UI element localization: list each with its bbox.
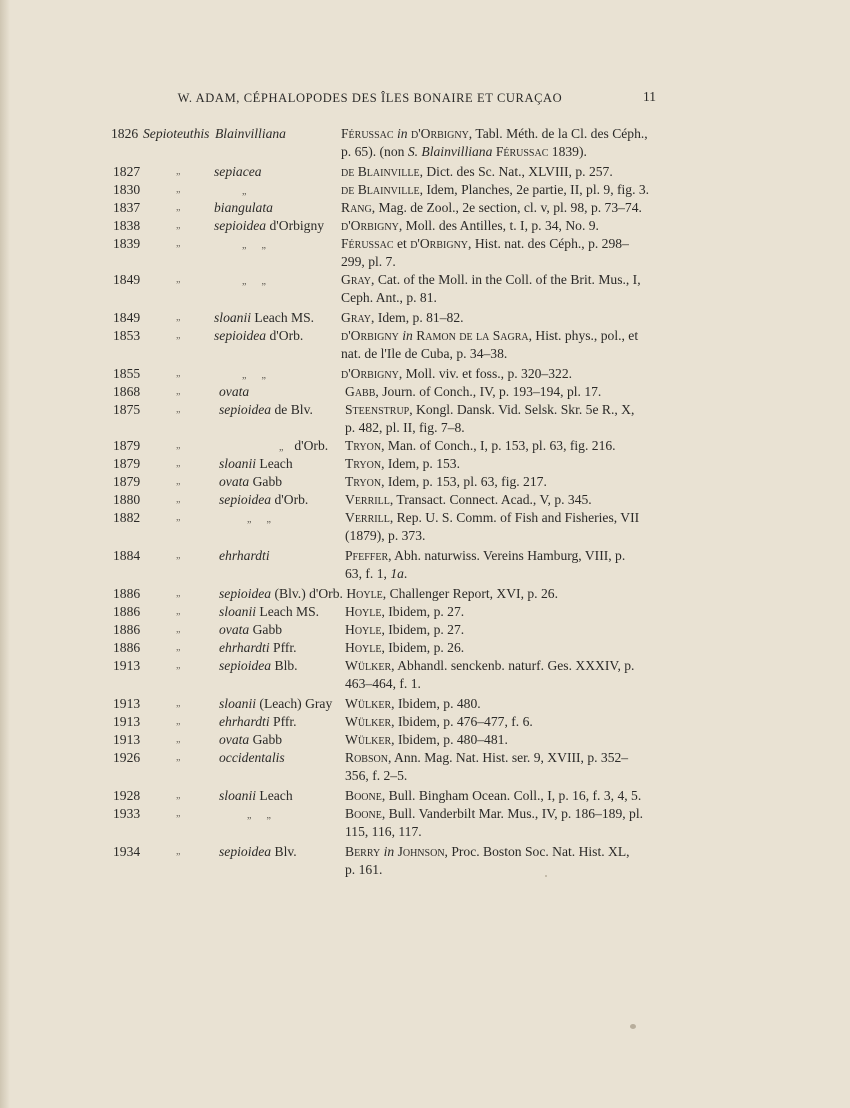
reference <box>345 787 670 805</box>
species-author: Leach <box>256 788 293 803</box>
reference <box>345 657 670 693</box>
reference <box>345 843 670 879</box>
author-name: Robson <box>345 750 388 765</box>
ditto-mark: „ <box>176 368 181 379</box>
species-name <box>219 621 344 639</box>
author-name: Boone <box>345 806 382 821</box>
entry-year: 1879 <box>113 456 141 471</box>
ditto-mark: „ <box>176 642 181 653</box>
species-author: Leach MS. <box>251 310 315 325</box>
reference-line <box>341 289 666 307</box>
species-name <box>214 217 339 235</box>
reference-text: , Idem, p. 153. <box>381 456 461 471</box>
paper-speck <box>630 1024 636 1029</box>
entry-year: 1933 <box>113 806 141 821</box>
species-name <box>219 657 344 675</box>
species-name <box>214 163 339 181</box>
reference-text: nat. de l'Ile de Cuba, p. 34–38. <box>341 346 508 361</box>
species-name <box>219 713 344 731</box>
reference-line <box>341 217 666 235</box>
ditto-mark: „ <box>176 274 181 285</box>
species-name <box>214 181 339 201</box>
reference-text: , Dict. des Sc. Nat., XLVIII, p. 257. <box>419 164 613 179</box>
author-name: de Blainville <box>341 182 420 197</box>
species-author: Gabb <box>249 622 283 637</box>
entry-year: 1855 <box>113 366 141 381</box>
species-name <box>214 271 339 291</box>
reference <box>341 163 666 181</box>
ditto-mark: „ <box>176 238 181 249</box>
species-name <box>214 235 339 255</box>
species-epithet: sloanii <box>219 696 257 711</box>
species-name <box>214 327 339 345</box>
entry-year: 1839 <box>113 236 141 251</box>
species-epithet: ehrhardti <box>219 640 270 655</box>
reference-line <box>341 163 666 181</box>
ditto-mark: „ <box>176 624 181 635</box>
reference-italic: in <box>396 126 408 141</box>
reference-text: , Ibidem, p. 26. <box>381 640 465 655</box>
entry-year: 1913 <box>113 658 141 673</box>
entry-year: 1913 <box>113 714 141 729</box>
reference-text: , Rep. U. S. Comm. of Fish and Fisheries, VII <box>389 510 640 525</box>
reference-text: , Proc. Boston Soc. Nat. Hist. XL, <box>444 844 630 859</box>
species-name <box>219 695 344 713</box>
species-name <box>219 603 344 621</box>
species-name <box>214 199 339 217</box>
entry-year: 1827 <box>113 164 141 179</box>
species-name <box>219 585 558 603</box>
running-header: W. ADAM, CÉPHALOPODES DES ÎLES BONAIRE ET CURAÇAO <box>177 91 563 105</box>
species-author: d'Orb. <box>266 328 304 343</box>
ditto-mark: „ <box>176 404 181 415</box>
ditto-mark: „ <box>176 184 181 195</box>
reference-line <box>345 787 670 805</box>
author-name: d'Orbigny <box>410 126 469 141</box>
ditto-mark: „ <box>176 698 181 709</box>
reference-line <box>345 437 670 455</box>
reference-text: , Ibidem, p. 476–477, f. 6. <box>391 714 533 729</box>
species-epithet: occidentalis <box>219 750 285 765</box>
reference-text: , Ibidem, p. 480–481. <box>391 732 508 747</box>
reference-text: , Ann. Mag. Nat. Hist. ser. 9, XVIII, p. 352– <box>387 750 629 765</box>
reference <box>341 271 666 307</box>
reference <box>345 713 670 731</box>
author-name: Tryon <box>345 474 382 489</box>
reference <box>341 365 666 383</box>
reference-line <box>345 749 670 767</box>
reference-line <box>345 805 670 823</box>
ditto-mark: „ <box>176 166 181 177</box>
author-name: Hoyle <box>345 604 382 619</box>
species-name <box>219 547 344 565</box>
reference <box>345 509 670 545</box>
reference-line <box>345 455 670 473</box>
reference-text: , Bull. Bingham Ocean. Coll., I, p. 16, f. 3, 4, 5. <box>381 788 642 803</box>
reference-line <box>341 345 666 363</box>
species-author: Pffr. <box>269 714 297 729</box>
reference-text: 115, 116, 117. <box>345 824 422 839</box>
reference <box>341 199 666 217</box>
species-author: de Blv. <box>271 402 313 417</box>
reference <box>345 731 670 749</box>
author-name: Férussac <box>341 236 394 251</box>
author-name: Hoyle <box>345 622 382 637</box>
reference <box>341 125 666 161</box>
author-name: Tryon <box>345 456 382 471</box>
species-name <box>219 437 344 457</box>
entry-year: 1837 <box>113 200 141 215</box>
reference <box>345 639 670 657</box>
species-epithet: sepioidea <box>219 402 272 417</box>
reference-text: , Idem, p. 153, pl. 63, fig. 217. <box>381 474 547 489</box>
reference-line <box>345 675 670 693</box>
ditto-mark: „ <box>176 752 181 763</box>
reference <box>345 547 670 583</box>
ditto-mark: „ <box>176 476 181 487</box>
reference-text: , Man. of Conch., I, p. 153, pl. 63, fig. 216. <box>381 438 616 453</box>
ditto-mark: „ <box>176 494 181 505</box>
species-epithet: biangulata <box>214 200 273 215</box>
reference <box>345 401 670 437</box>
reference <box>341 235 666 271</box>
reference-line <box>345 527 670 545</box>
entry-year: 1886 <box>113 586 141 601</box>
entry-year: 1880 <box>113 492 141 507</box>
species-author: Blb. <box>271 658 298 673</box>
reference-line <box>341 271 666 289</box>
species-epithet: sepioidea <box>214 218 267 233</box>
species-epithet: ovata <box>219 732 250 747</box>
reference-line <box>341 365 666 383</box>
author-name: Pfeffer <box>345 548 389 563</box>
reference-text: , Hist. phys., pol., et <box>528 328 639 343</box>
reference-text: p. 161. <box>345 862 383 877</box>
author-name: Gray <box>341 310 372 325</box>
reference-line <box>345 767 670 785</box>
entry-year: 1849 <box>113 272 141 287</box>
author-name: Hoyle <box>346 586 383 601</box>
ditto-mark: „ „ <box>242 240 266 251</box>
reference-line <box>345 419 670 437</box>
species-name <box>219 473 344 491</box>
entry-year: 1879 <box>113 438 141 453</box>
reference-line <box>341 309 666 327</box>
species-name <box>219 491 344 509</box>
reference-italic: S. Blainvilliana <box>407 144 493 159</box>
page-number: 11 <box>643 89 656 104</box>
species-epithet: sloanii <box>219 788 257 803</box>
entry-year: 1849 <box>113 310 141 325</box>
entry-year: 1853 <box>113 328 141 343</box>
reference <box>345 473 670 491</box>
reference-line <box>341 125 666 143</box>
reference-line <box>345 621 670 639</box>
species-epithet: sloanii <box>214 310 252 325</box>
reference-line <box>345 861 670 879</box>
reference-text: , Transact. Connect. Acad., V, p. 345. <box>389 492 592 507</box>
entry-year: 1884 <box>113 548 141 563</box>
reference <box>345 455 670 473</box>
species-epithet: sepioidea <box>219 492 272 507</box>
species-epithet: ehrhardti <box>219 548 270 563</box>
author-name: Verrill <box>345 510 390 525</box>
ditto-mark: „ <box>176 716 181 727</box>
ditto-mark: „ <box>176 734 181 745</box>
ditto-mark: „ <box>176 220 181 231</box>
reference-line <box>345 473 670 491</box>
species-author: (Leach) Gray <box>256 696 333 711</box>
author-name: Wülker <box>345 714 392 729</box>
author-name: d'Orbigny <box>341 366 399 381</box>
ditto-mark: „ <box>242 186 247 197</box>
ditto-mark: „ <box>176 660 181 671</box>
author-name: d'Orbigny <box>410 236 469 251</box>
author-name: Férussac <box>341 126 394 141</box>
reference-line <box>345 401 670 419</box>
genus-name: Sepioteuthis <box>143 126 210 141</box>
reference-text: p. 65). (non <box>341 144 408 159</box>
species-author: Pffr. <box>269 640 297 655</box>
ditto-mark: „ „ <box>242 276 266 287</box>
author-name: d'Orbigny <box>341 218 399 233</box>
reference-text: , Abhandl. senckenb. naturf. Ges. XXXIV, p. <box>391 658 635 673</box>
reference-text: , Kongl. Dansk. Vid. Selsk. Skr. 5e R., X, <box>409 402 635 417</box>
author-name: Rang <box>341 200 372 215</box>
reference-text: . <box>403 566 408 581</box>
author-name: Gray <box>341 272 372 287</box>
reference-text: 356, f. 2–5. <box>345 768 408 783</box>
page-edge <box>0 0 10 1108</box>
reference-line <box>341 253 666 271</box>
species-author: Blv. <box>271 844 297 859</box>
entry-year: 1928 <box>113 788 141 803</box>
species-author: d'Orbigny <box>266 218 325 233</box>
reference-text: , Abh. naturwiss. Vereins Hamburg, VIII, p. <box>388 548 626 563</box>
reference-line <box>345 731 670 749</box>
reference-line <box>345 695 670 713</box>
species-author: Leach MS. <box>256 604 320 619</box>
entry-year: 1826 <box>111 126 139 141</box>
reference-line <box>341 235 666 253</box>
entry-year: 1886 <box>113 640 141 655</box>
ditto-mark: „ <box>176 550 181 561</box>
reference <box>345 491 670 509</box>
species-name <box>219 455 344 473</box>
entry-year: 1886 <box>113 622 141 637</box>
entry-year: 1879 <box>113 474 141 489</box>
reference-text: , Tabl. Méth. de la Cl. des Céph., <box>468 126 648 141</box>
reference-text: , Ibidem, p. 480. <box>391 696 481 711</box>
reference-text: , Ibidem, p. 27. <box>381 604 465 619</box>
reference-text: , Hist. nat. des Céph., p. 298– <box>468 236 629 251</box>
paper-speck <box>545 875 547 877</box>
entry-year: 1830 <box>113 182 141 197</box>
author-name: Gabb <box>345 384 376 399</box>
species-name <box>219 639 344 657</box>
reference-line <box>341 143 666 161</box>
reference-text: , Moll. viv. et foss., p. 320–322. <box>398 366 573 381</box>
species-epithet: ovata <box>219 384 250 399</box>
species-name <box>219 787 344 805</box>
ditto-mark: „ <box>279 442 291 453</box>
species-epithet: sepioidea <box>219 844 272 859</box>
reference-text: (1879), p. 373. <box>345 528 426 543</box>
species-author: (Blv.) d'Orb. <box>271 586 343 601</box>
reference-italic: in <box>402 328 413 343</box>
reference-text: , Ibidem, p. 27. <box>381 622 465 637</box>
author-name: d'Orbigny <box>341 328 399 343</box>
author-name: Berry <box>345 844 381 859</box>
entry-year: 1868 <box>113 384 141 399</box>
species-name <box>214 309 339 327</box>
species-epithet: sepioidea <box>219 658 272 673</box>
ditto-mark: „ <box>176 440 181 451</box>
author-name: Wülker <box>345 732 392 747</box>
reference-line <box>345 565 670 583</box>
author-name: Verrill <box>345 492 390 507</box>
reference-italic: 1a <box>390 566 404 581</box>
author-name: Steenstrup <box>345 402 410 417</box>
author-name: Johnson <box>397 844 445 859</box>
reference-line <box>345 547 670 565</box>
ditto-mark: „ <box>176 790 181 801</box>
reference <box>345 805 670 841</box>
species-name <box>219 843 344 861</box>
species-name <box>219 401 344 419</box>
ditto-mark: „ <box>176 808 181 819</box>
species-name <box>219 731 344 749</box>
ditto-mark: „ <box>176 846 181 857</box>
reference-text: , Idem, p. 81–82. <box>371 310 464 325</box>
entry-year: 1882 <box>113 510 141 525</box>
reference-text: p. 482, pl. II, fig. 7–8. <box>345 420 465 435</box>
ditto-mark: „ <box>176 330 181 341</box>
species-author: Gabb <box>249 732 283 747</box>
reference <box>345 621 670 639</box>
species-author: d'Orb. <box>271 492 309 507</box>
ditto-mark: „ <box>176 202 181 213</box>
species-epithet: ovata <box>219 622 250 637</box>
ditto-mark: „ „ <box>247 514 271 525</box>
species-author: d'Orb. <box>290 438 329 453</box>
reference-line <box>345 639 670 657</box>
ditto-mark: „ <box>176 458 181 469</box>
species-epithet: sloanii <box>219 604 257 619</box>
ditto-mark: „ <box>176 512 181 523</box>
reference-line <box>345 383 670 401</box>
reference-text: , Moll. des Antilles, t. I, p. 34, No. 9. <box>398 218 599 233</box>
author-name: Tryon <box>345 438 382 453</box>
reference <box>345 749 670 785</box>
entry-year: 1913 <box>113 732 141 747</box>
species-name <box>219 805 344 825</box>
reference-text: , Mag. de Zool., 2e section, cl. v, pl. 98, p. 73–74. <box>371 200 642 215</box>
species-epithet: sepiacea <box>214 164 262 179</box>
species-name <box>219 509 344 529</box>
reference-text: et <box>393 236 411 251</box>
entry-year: 1913 <box>113 696 141 711</box>
author-name: de Blainville <box>341 164 420 179</box>
reference-line <box>345 657 670 675</box>
reference-text: 299, pl. 7. <box>341 254 396 269</box>
reference-line <box>345 509 670 527</box>
species-epithet: ovata <box>219 474 250 489</box>
species-author: Leach <box>256 456 293 471</box>
reference-line <box>341 199 666 217</box>
reference-italic: in <box>383 844 395 859</box>
species-epithet: sloanii <box>219 456 257 471</box>
species-author: Gabb <box>249 474 283 489</box>
reference <box>341 309 666 327</box>
species-epithet: Blainvilliana <box>215 126 286 141</box>
reference-text: Ceph. Ant., p. 81. <box>341 290 437 305</box>
reference-text: 463–464, f. 1. <box>345 676 421 691</box>
reference-text: , Bull. Vanderbilt Mar. Mus., IV, p. 186–189, pl. <box>381 806 644 821</box>
entry-year: 1875 <box>113 402 141 417</box>
author-name: Ramon de la Sagra <box>416 328 529 343</box>
author-name: Hoyle <box>345 640 382 655</box>
reference-text: , Journ. of Conch., IV, p. 193–194, pl. 17. <box>375 384 602 399</box>
reference-line <box>345 713 670 731</box>
species-name <box>214 365 339 385</box>
species-epithet: ehrhardti <box>219 714 270 729</box>
reference-text: , Challenger Report, XVI, p. 26. <box>382 586 558 601</box>
ditto-mark: „ „ <box>247 810 271 821</box>
ditto-mark: „ <box>176 606 181 617</box>
species-name <box>219 749 344 767</box>
reference-line <box>345 603 670 621</box>
reference-text: , Cat. of the Moll. in the Coll. of the Brit. Mus., I, <box>371 272 641 287</box>
reference-line <box>341 181 666 199</box>
ditto-mark: „ <box>176 386 181 397</box>
ditto-mark: „ <box>176 312 181 323</box>
reference <box>341 181 666 199</box>
reference-text: 1839). <box>548 144 587 159</box>
entry-year: 1934 <box>113 844 141 859</box>
author-name: Férussac <box>495 144 549 159</box>
reference <box>345 695 670 713</box>
reference <box>345 437 670 455</box>
species-epithet: sepioidea <box>214 328 267 343</box>
reference-text: , Idem, Planches, 2e partie, II, pl. 9, fig. 3. <box>419 182 650 197</box>
species-name <box>219 383 344 401</box>
author-name: Wülker <box>345 658 392 673</box>
reference <box>341 327 666 363</box>
ditto-mark: „ „ <box>242 370 266 381</box>
author-name: Wülker <box>345 696 392 711</box>
reference <box>345 603 670 621</box>
author-name: Boone <box>345 788 382 803</box>
reference-line <box>341 327 666 345</box>
entry-year: 1838 <box>113 218 141 233</box>
species-epithet: sepioidea <box>219 586 272 601</box>
entry-year: 1886 <box>113 604 141 619</box>
species-name <box>215 125 286 143</box>
ditto-mark: „ <box>176 588 181 599</box>
reference-line <box>345 843 670 861</box>
entry-year: 1926 <box>113 750 141 765</box>
reference-line <box>345 491 670 509</box>
reference-line <box>345 823 670 841</box>
reference <box>345 383 670 401</box>
reference-text: 63, f. 1, <box>345 566 391 581</box>
reference <box>341 217 666 235</box>
